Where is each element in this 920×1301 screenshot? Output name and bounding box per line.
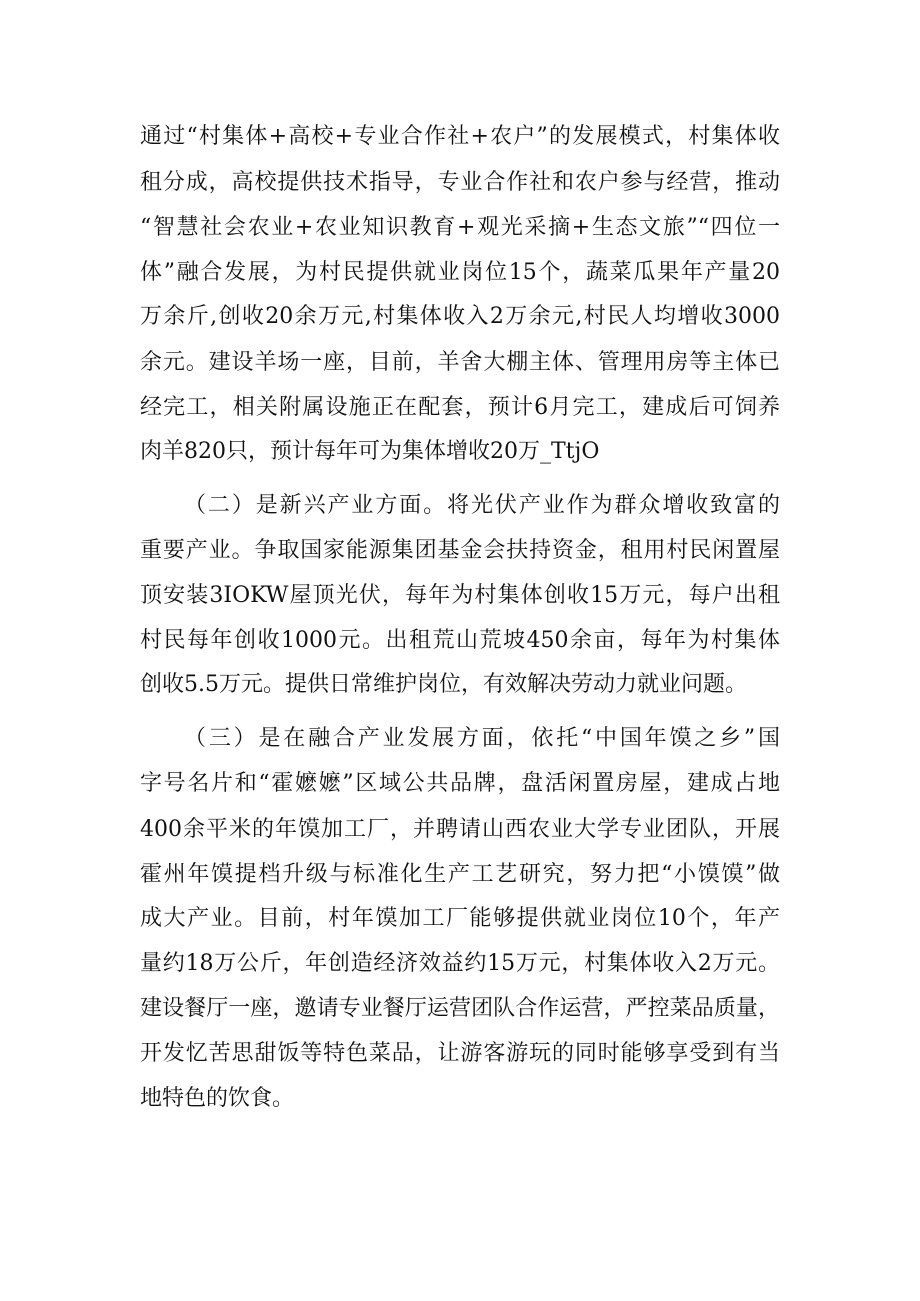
text-line: （二）是新兴产业方面。将光伏产业作为群众增收致富的 <box>184 493 780 518</box>
text-line: 成大产业。目前，村年馍加工厂能够提供就业岗位10个，年产 <box>140 906 780 931</box>
text-line: 通过“村集体+高校+专业合作社+农户”的发展模式，村集体收 <box>140 124 780 149</box>
text-line: 肉羊820只，预计每年可为集体增收20万_TtjO <box>140 439 600 464</box>
text-line: 租分成，高校提供技术指导，专业合作社和农户参与经营，推动 <box>140 170 780 195</box>
text-line: 顶安装3IOKW屋顶光伏，每年为村集体创收15万元，每户出租 <box>140 583 780 608</box>
text-line: 地特色的饮食。 <box>140 1086 295 1111</box>
text-line: 余元。建设羊场一座，目前，羊舍大棚主体、管理用房等主体已 <box>140 350 780 375</box>
text-line: 经完工，相关附属设施正在配套，预计6月完工，建成后可饲养 <box>140 395 780 420</box>
text-line: 字号名片和“霍嬷嬷”区域公共品牌，盘活闲置房屋，建成占地 <box>140 771 780 796</box>
text-line: 量约18万公斤，年创造经济效益约15万元，村集体收入2万元。 <box>140 951 780 976</box>
text-line: “智慧社会农业+农业知识教育+观光采摘+生态文旅”“四位一 <box>140 215 780 240</box>
text-line: 开发忆苦思甜饭等特色菜品，让游客游玩的同时能够享受到有当 <box>140 1041 780 1066</box>
text-line: 霍州年馍提档升级与标准化生产工艺研究，努力把“小馍馍”做 <box>140 862 780 887</box>
text-line: 村民每年创收1000元。出租荒山荒坡450余亩，每年为村集体 <box>140 628 780 653</box>
text-line: 创收5.5万元。提供日常维护岗位，有效解决劳动力就业问题。 <box>140 672 747 697</box>
text-line: （三）是在融合产业发展方面，依托“中国年馍之乡”国 <box>184 726 780 751</box>
text-line: 体”融合发展，为村民提供就业岗位15个，蔬菜瓜果年产量20 <box>140 260 780 285</box>
text-line: 重要产业。争取国家能源集团基金会扶持资金，租用村民闲置屋 <box>140 538 780 563</box>
text-line: 400余平米的年馍加工厂，并聘请山西农业大学专业团队，开展 <box>140 817 780 842</box>
text-line: 建设餐厅一座，邀请专业餐厅运营团队合作运营，严控菜品质量， <box>140 996 780 1021</box>
text-line: 万余斤,创收20余万元,村集体收入2万余元,村民人均增收3000 <box>140 304 780 329</box>
